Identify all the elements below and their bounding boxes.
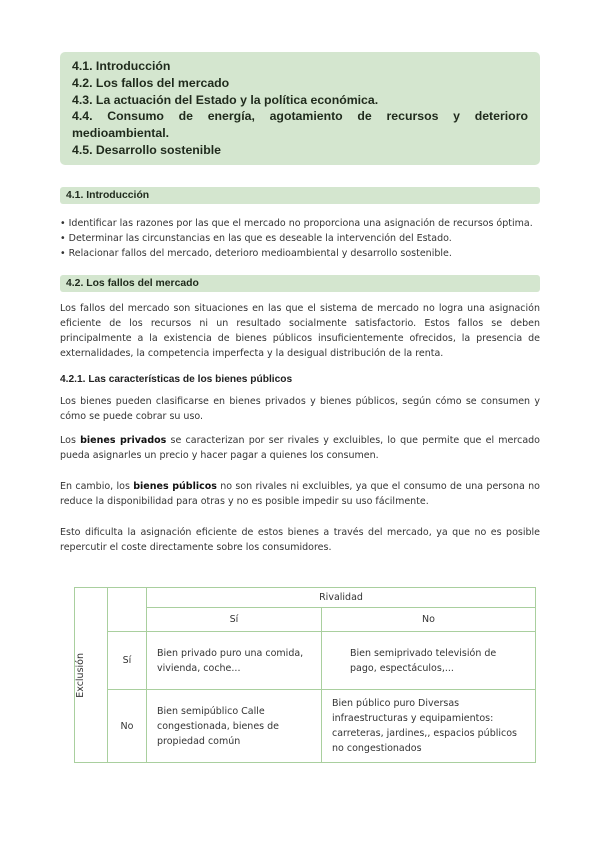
toc-item: 4.2. Los fallos del mercado <box>72 75 230 90</box>
cell-text: Bien semiprivado televisión de pago, espectáculos,... <box>350 647 497 674</box>
table-of-contents <box>60 52 540 165</box>
text-span: En cambio, los <box>60 480 134 492</box>
cell-bien-publico <box>322 690 536 763</box>
list-item: • Determinar las circunstancias en las que es deseable la intervención del Estado. <box>60 232 452 244</box>
rivalry-header: Rivalidad <box>147 588 536 608</box>
list-item: • Identificar las razones por las que el mercado no proporciona una asignación de recursos óptima. <box>60 217 533 229</box>
empty-corner-cell <box>108 588 147 632</box>
cell-text: Bien semipúblico Calle congestionada, bienes de propiedad común <box>157 705 280 747</box>
list-item: • Relacionar fallos del mercado, deterioro medioambiental y desarrollo sostenible. <box>60 247 452 259</box>
column-header-no: No <box>322 608 536 632</box>
cell-text: Bien privado puro una comida, vivienda, coche... <box>157 647 304 674</box>
text-span: no son rivales ni excluibles, ya que el consumo de una persona no reduce la disponibilidad para otras y no es posible impedir su uso fácilmente. <box>60 480 540 507</box>
bold-term: bienes públicos <box>133 480 217 492</box>
exclusion-header-cell <box>75 588 108 763</box>
document-page <box>60 52 540 555</box>
toc-item: 4.1. Introducción <box>72 59 171 73</box>
row-header-si: Sí <box>108 632 147 690</box>
paragraph-bienes-publicos <box>60 479 540 509</box>
text-span: se caracterizan por ser rivales y excluibles, lo que permite que el mercado pueda asignarles un precio y hacer pagar a quienes los consumen. <box>60 434 540 461</box>
toc-item: 4.3. La actuación del Estado y la política económica. <box>72 92 379 107</box>
paragraph-bienes-privados <box>60 433 540 463</box>
cell-text: Bien público puro Diversas infraestructuras y equipamientos: carreteras, jardines,, espacios públicos no congestionados <box>332 698 517 754</box>
objectives-list <box>60 216 540 261</box>
row-header-no: No <box>108 690 147 763</box>
goods-classification-table <box>74 587 536 763</box>
toc-item: 4.4. Consumo de energía, agotamiento de recursos y deterioro medioambiental. <box>72 109 528 141</box>
exclusion-header: Exclusión <box>75 652 86 698</box>
section-heading-fallos: 4.2. Los fallos del mercado <box>60 275 540 292</box>
paragraph-clasificacion: Los bienes pueden clasificarse en bienes privados y bienes públicos, según cómo se consumen y cómo se puede cobrar su uso. <box>60 395 540 422</box>
cell-bien-privado <box>147 632 322 690</box>
cell-bien-semiprivado <box>322 632 536 690</box>
toc-item: 4.5. Desarrollo sostenible <box>72 142 221 157</box>
section-heading-introduccion: 4.1. Introducción <box>60 187 540 204</box>
cell-bien-semipublico <box>147 690 322 763</box>
fallos-paragraph: Los fallos del mercado son situaciones en las que el sistema de mercado no logra una asignación eficiente de los recursos ni un resultado socialmente satisfactorio. Estos fallos se deben principalmente a la existencia de bienes públicos insuficientemente ofrecidos, la presencia de externalidades, la competencia imperfecta y la desigual distribución de la renta. <box>60 302 540 359</box>
text-span: Los <box>60 434 81 446</box>
paragraph-dificultad: Esto dificulta la asignación eficiente de estos bienes a través del mercado, ya que no es posible repercutir el coste directamente sobre los consumidores. <box>60 526 540 553</box>
column-header-si: Sí <box>147 608 322 632</box>
bold-term: bienes privados <box>80 434 167 446</box>
subsection-heading: 4.2.1. Las características de los bienes públicos <box>60 373 293 385</box>
